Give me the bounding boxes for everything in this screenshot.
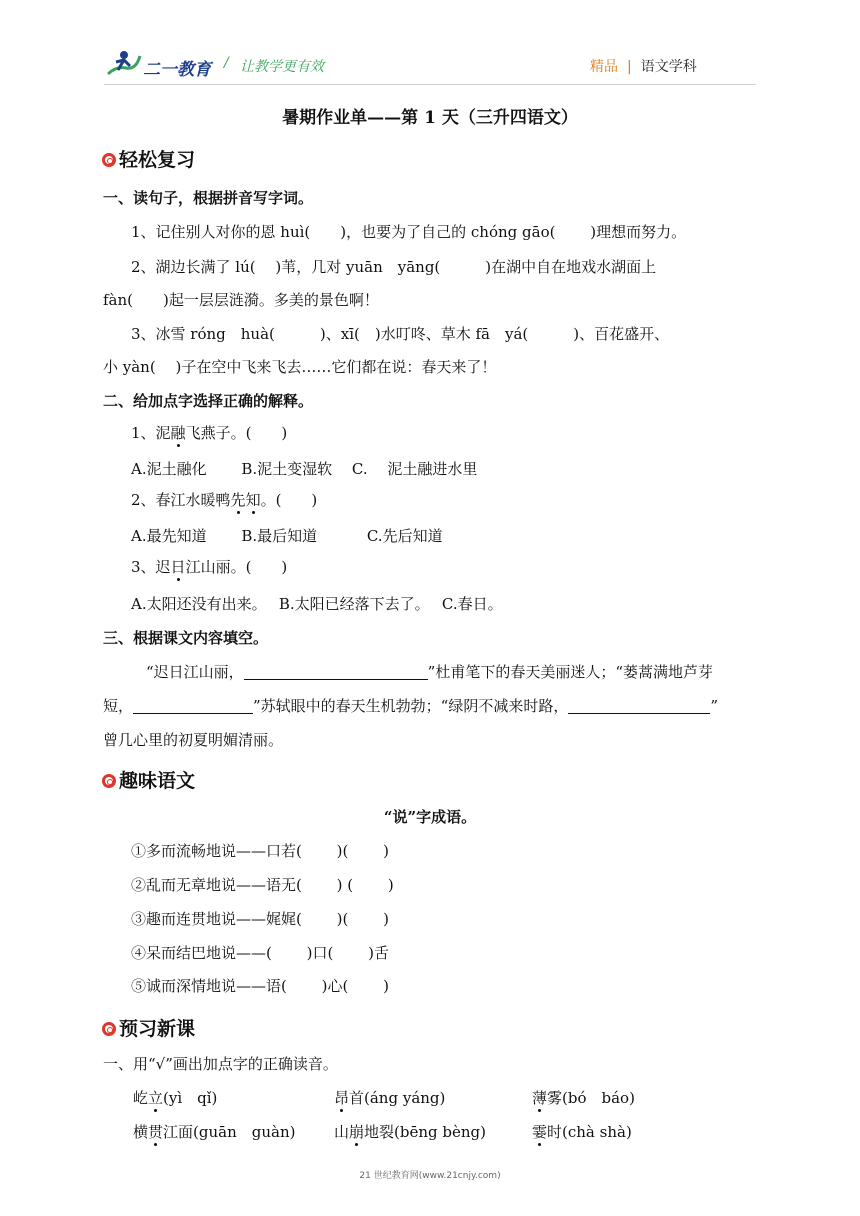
part2-options-1: A.泥土融化 B.泥土变湿软 C. 泥土融进水里 [131, 460, 478, 478]
dotted-char: 立 [148, 1089, 164, 1107]
dotted-char: 薄 [532, 1089, 548, 1107]
header-right [590, 56, 697, 76]
item-text: 山 [334, 1123, 350, 1141]
item-text: 横 [133, 1123, 149, 1141]
fill-blank[interactable] [244, 664, 428, 680]
header-rule [104, 84, 756, 85]
q2-dotted-char: 知 [245, 491, 261, 509]
idiom-item: ②乱而无章地说——语无( ) ( ) [131, 876, 394, 894]
brand-slogan: 让教学更有效 [240, 59, 324, 75]
part3-text: ” [710, 697, 719, 715]
part3-text: 短， [103, 697, 134, 715]
pinyin-item [133, 1121, 295, 1142]
circle-bullet-icon [102, 774, 116, 788]
item-text: 屹 [133, 1089, 149, 1107]
circle-bullet-icon [102, 153, 116, 167]
item-text: (yì qǐ) [163, 1089, 218, 1107]
q3-text-post: 江山丽。( ) [185, 558, 288, 576]
part1-line: 3、冰雪 róng huà( )、xī( )水叮咚、草木 fā yá( )、百花盛开、 [131, 325, 670, 343]
dotted-char: 昂 [334, 1089, 350, 1107]
idiom-item: ①多而流畅地说——口若( )( ) [131, 842, 389, 860]
fill-blank[interactable] [568, 698, 710, 714]
part3-line-1 [146, 661, 713, 682]
item-text: 首(áng yáng) [349, 1089, 446, 1107]
brand-logo-icon [104, 48, 142, 78]
q3-text-pre: 3、迟 [131, 558, 171, 576]
section-fun-title: 趣味语文 [119, 770, 196, 792]
part3-heading: 三、根据课文内容填空。 [103, 629, 269, 647]
part3-text: “迟日江山丽， [146, 663, 244, 681]
dotted-char: 崩 [349, 1123, 365, 1141]
section-review-title: 轻松复习 [119, 149, 196, 171]
brand-name: 二一教育 [143, 60, 211, 80]
q1-text-post: 飞燕子。( ) [185, 424, 288, 442]
q2-text-post: 。( ) [260, 491, 318, 509]
item-text: 江面(guān guàn) [163, 1123, 296, 1141]
part2-question-2 [131, 489, 317, 510]
section-fun-heading [102, 766, 195, 793]
pinyin-item [334, 1121, 486, 1142]
idiom-item: ⑤诚而深情地说——语( )心( ) [131, 977, 389, 995]
section-preview-heading [102, 1014, 195, 1041]
part1-line: 小 yàn( )子在空中飞来飞去……它们都在说：春天来了！ [103, 358, 497, 376]
page-footer: 21 世纪教育网(www.21cnjy.com) [359, 1171, 501, 1181]
part2-options-2: A.最先知道 B.最后知道 C.先后知道 [131, 527, 443, 545]
part3-text: ”苏轼眼中的春天生机勃勃；“绿阴不减来时路， [253, 697, 569, 715]
q3-dotted-char: 日 [170, 558, 186, 576]
part2-question-3 [131, 556, 287, 577]
part3-line-2 [103, 695, 718, 716]
part1-line: fàn( )起一层层涟漪。多美的景色啊！ [103, 291, 379, 309]
fill-blank[interactable] [133, 698, 253, 714]
part2-heading: 二、给加点字选择正确的解释。 [103, 392, 314, 410]
header-slash: / [224, 55, 229, 71]
q1-text-pre: 1、泥 [131, 424, 171, 442]
item-text: 地裂(bēng bèng) [364, 1123, 486, 1141]
q1-dotted-char: 融 [170, 424, 186, 442]
pinyin-item [334, 1087, 445, 1108]
quality-label: 精品 [590, 59, 618, 75]
fun-subtitle: “说”字成语。 [383, 808, 477, 826]
part1-heading: 一、读句子，根据拼音写字词。 [103, 189, 314, 207]
part1-line: 2、湖边长满了 lú( )苇，几对 yuān yāng( )在湖中自在地戏水湖面上 [131, 258, 657, 276]
item-text: 雾(bó báo) [547, 1089, 635, 1107]
part2-options-3: A.太阳还没有出来。 B.太阳已经落下去了。 C.春日。 [131, 595, 503, 613]
dotted-char: 贯 [148, 1123, 164, 1141]
preview-instruction: 一、用“√”画出加点字的正确读音。 [103, 1055, 338, 1073]
part3-text: ”杜甫笔下的春天美丽迷人；“蒌蒿满地芦芽 [427, 663, 714, 681]
part2-question-1 [131, 422, 287, 443]
page-title: 暑期作业单——第 1 天（三升四语文） [282, 108, 578, 128]
section-preview-title: 预习新课 [119, 1018, 196, 1040]
idiom-item: ③趣而连贯地说——娓娓( )( ) [131, 910, 389, 928]
q2-text-pre: 2、春江水暖鸭 [131, 491, 231, 509]
item-text: 时(chà shà) [547, 1123, 632, 1141]
dotted-char: 霎 [532, 1123, 548, 1141]
section-review-heading [102, 145, 195, 172]
circle-bullet-icon [102, 1022, 116, 1036]
pinyin-item [532, 1121, 632, 1142]
pinyin-item [532, 1087, 635, 1108]
pinyin-item [133, 1087, 217, 1108]
idiom-item: ④呆而结巴地说——( )口( )舌 [131, 944, 389, 962]
part1-line: 1、记住别人对你的恩 huì( )，也要为了自己的 chóng gāo( )理想而努力。 [131, 223, 687, 241]
header-divider: | [627, 59, 632, 75]
subject-label: 语文学科 [640, 59, 697, 75]
q2-dotted-char: 先 [230, 491, 246, 509]
part3-line-3: 曾几心里的初夏明媚清丽。 [103, 731, 284, 749]
